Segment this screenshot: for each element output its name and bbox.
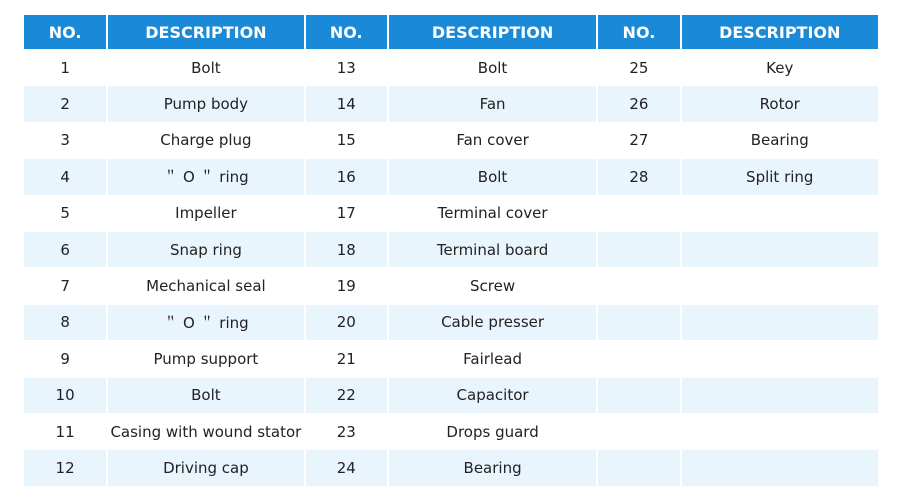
table-row [24, 232, 878, 268]
cell-description-2: Cable presser [389, 305, 596, 341]
cell-no-2: 19 [306, 268, 387, 304]
cell-no-1: 6 [24, 232, 106, 268]
cell-no-1: 11 [24, 414, 106, 450]
table-row [24, 159, 878, 195]
table-row [24, 50, 878, 86]
cell-no-3 [598, 378, 679, 414]
cell-description-1: Pump support [108, 341, 303, 377]
cell-no-1: 7 [24, 268, 106, 304]
cell-no-3 [598, 268, 679, 304]
cell-no-3 [598, 232, 679, 268]
header-no-1: NO. [24, 15, 106, 50]
cell-description-1: Snap ring [108, 232, 303, 268]
table-row [24, 305, 878, 341]
cell-description-3: Bearing [682, 123, 879, 159]
cell-no-1: 9 [24, 341, 106, 377]
cell-description-1: Bolt [108, 50, 303, 86]
cell-description-1: Bolt [108, 378, 303, 414]
cell-no-2: 13 [306, 50, 387, 86]
cell-description-2: Bolt [389, 159, 596, 195]
cell-no-2: 21 [306, 341, 387, 377]
cell-no-2: 14 [306, 86, 387, 122]
cell-description-2: Screw [389, 268, 596, 304]
cell-no-3 [598, 305, 679, 341]
table-row [24, 414, 878, 450]
cell-no-2: 16 [306, 159, 387, 195]
cell-description-3: Rotor [682, 86, 879, 122]
cell-description-3 [682, 450, 879, 486]
cell-no-2: 20 [306, 305, 387, 341]
cell-no-3: 26 [598, 86, 679, 122]
cell-description-2: Drops guard [389, 414, 596, 450]
cell-no-1: 3 [24, 123, 106, 159]
cell-no-3 [598, 450, 679, 486]
cell-no-3 [598, 341, 679, 377]
table-row [24, 196, 878, 232]
cell-no-2: 15 [306, 123, 387, 159]
cell-description-1: Charge plug [108, 123, 303, 159]
cell-no-2: 24 [306, 450, 387, 486]
cell-no-2: 22 [306, 378, 387, 414]
table-row [24, 450, 878, 486]
cell-description-2: Fan [389, 86, 596, 122]
table-body [24, 50, 878, 487]
header-description-1: DESCRIPTION [108, 15, 303, 50]
parts-list-table-container [23, 15, 879, 487]
cell-description-2: Fan cover [389, 123, 596, 159]
cell-description-2: Fairlead [389, 341, 596, 377]
cell-no-3 [598, 414, 679, 450]
cell-description-1: ＂ O ＂ ring [108, 159, 303, 195]
table-row [24, 378, 878, 414]
parts-list-table [22, 15, 880, 487]
cell-description-2: Terminal board [389, 232, 596, 268]
cell-description-2: Capacitor [389, 378, 596, 414]
cell-description-3 [682, 341, 879, 377]
cell-description-1: Impeller [108, 196, 303, 232]
cell-no-1: 10 [24, 378, 106, 414]
cell-description-1: Pump body [108, 86, 303, 122]
cell-no-2: 23 [306, 414, 387, 450]
cell-description-2: Bearing [389, 450, 596, 486]
header-description-2: DESCRIPTION [389, 15, 596, 50]
cell-no-1: 2 [24, 86, 106, 122]
cell-description-3 [682, 232, 879, 268]
cell-description-1: Driving cap [108, 450, 303, 486]
cell-description-2: Terminal cover [389, 196, 596, 232]
cell-description-1: ＂ O ＂ ring [108, 305, 303, 341]
cell-no-1: 12 [24, 450, 106, 486]
cell-no-3: 27 [598, 123, 679, 159]
table-row [24, 341, 878, 377]
table-row [24, 86, 878, 122]
cell-no-3: 28 [598, 159, 679, 195]
cell-description-2: Bolt [389, 50, 596, 86]
cell-no-1: 8 [24, 305, 106, 341]
cell-description-1: Mechanical seal [108, 268, 303, 304]
cell-no-3: 25 [598, 50, 679, 86]
table-row [24, 123, 878, 159]
header-row [24, 15, 878, 50]
cell-description-3 [682, 378, 879, 414]
cell-description-3 [682, 305, 879, 341]
cell-description-3 [682, 196, 879, 232]
cell-no-2: 18 [306, 232, 387, 268]
table-header [24, 15, 878, 50]
header-no-2: NO. [306, 15, 387, 50]
cell-description-3 [682, 414, 879, 450]
cell-no-1: 4 [24, 159, 106, 195]
cell-description-3: Key [682, 50, 879, 86]
cell-description-1: Casing with wound stator [108, 414, 303, 450]
table-row [24, 268, 878, 304]
header-description-3: DESCRIPTION [682, 15, 879, 50]
cell-no-1: 5 [24, 196, 106, 232]
cell-no-3 [598, 196, 679, 232]
cell-no-1: 1 [24, 50, 106, 86]
header-no-3: NO. [598, 15, 679, 50]
cell-no-2: 17 [306, 196, 387, 232]
cell-description-3: Split ring [682, 159, 879, 195]
cell-description-3 [682, 268, 879, 304]
